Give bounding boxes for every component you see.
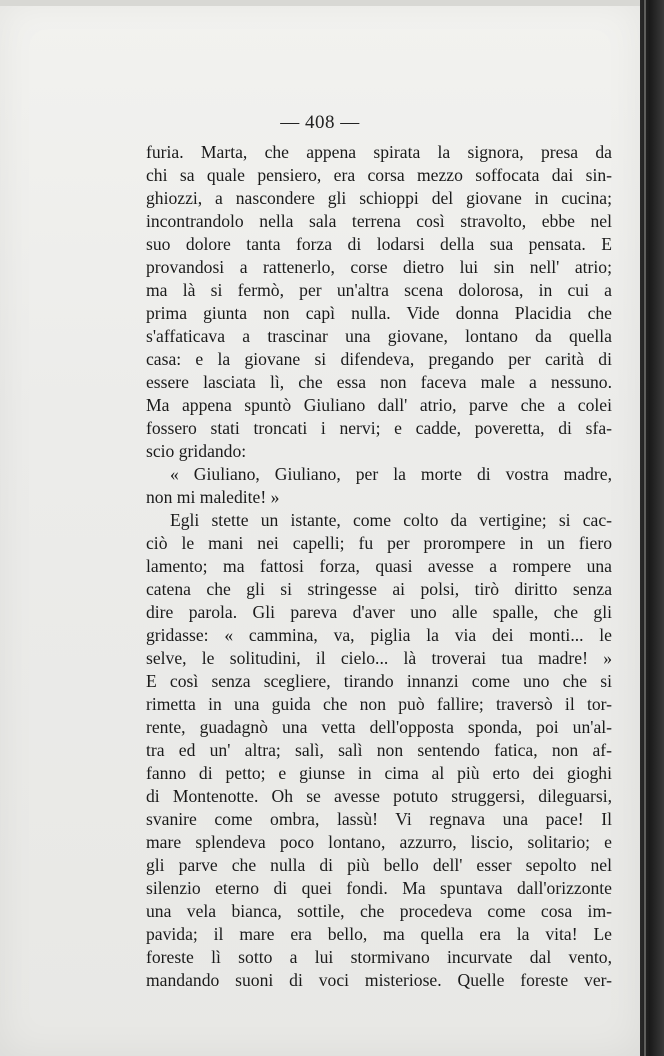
text-line: una vela bianca, sottile, che procedeva come cosa im-	[146, 901, 612, 921]
text-line: foreste lì sotto a lui stormivano incurvate dal vento,	[146, 947, 612, 967]
text-line: essere lasciata lì, che essa non faceva male a nessuno.	[146, 372, 612, 392]
page-number: — 408 —	[280, 112, 360, 133]
text-line: scio gridando:	[146, 441, 247, 461]
text-line: rente, guadagnò una vetta dell'opposta sponda, poi un'al-	[146, 717, 612, 737]
text-line: silenzio eterno di quei fondi. Ma spuntava dall'orizzonte	[146, 878, 612, 898]
text-line: lamento; ma fattosi forza, quasi avesse a rompere una	[146, 556, 612, 576]
text-line: ma là si fermò, per un'altra scena dolorosa, in cui a	[146, 280, 612, 300]
text-line: gli parve che nulla di più bello dell' esser sepolto nel	[146, 855, 612, 875]
text-line: s'affaticava a trascinar una giovane, lontano da quella	[146, 326, 612, 346]
text-line: svanire come ombra, lassù! Vi regnava una pace! Il	[146, 809, 612, 829]
text-line: prima giunta non capì nulla. Vide donna Placidia che	[146, 303, 612, 323]
text-line: di Montenotte. Oh se avesse potuto struggersi, dileguarsi,	[146, 786, 612, 806]
text-line: incontrandolo nella sala terrena così stravolto, ebbe nel	[146, 211, 612, 231]
text-line: furia. Marta, che appena spirata la signora, presa da	[146, 142, 612, 162]
text-line: E così senza scegliere, tirando innanzi come uno che si	[146, 671, 612, 691]
text-line: tra ed un' altra; salì, salì non sentendo fatica, non af-	[146, 740, 612, 760]
text-line: selve, le solitudini, il cielo... là troverai tua madre! »	[146, 648, 612, 668]
text-line: suo dolore tanta forza di lodarsi della sua pensata. E	[146, 234, 612, 254]
text-line: fossero stati troncati i nervi; e cadde, poveretta, di sfa-	[146, 418, 612, 438]
text-line: casa: e la giovane si difendeva, pregando per carità di	[146, 349, 612, 369]
text-line: fanno di petto; e giunse in cima al più erto dei gioghi	[146, 763, 612, 783]
text-line: « Giuliano, Giuliano, per la morte di vostra madre,	[170, 464, 612, 484]
text-line: Egli stette un istante, come colto da vertigine; si cac-	[170, 510, 612, 530]
text-line: non mi maledite! »	[146, 487, 280, 507]
book-edge	[640, 0, 664, 1056]
text-line: mandando suoni di voci misteriose. Quelle foreste ver-	[146, 970, 612, 990]
body-text	[146, 141, 612, 992]
text-line: Ma appena spuntò Giuliano dall' atrio, parve che a colei	[146, 395, 612, 415]
text-line: pavida; il mare era bello, ma quella era la vita! Le	[146, 924, 612, 944]
text-line: gridasse: « cammina, va, piglia la via dei monti... le	[146, 625, 612, 645]
text-line: ciò le mani nei capelli; fu per prorompere in un fiero	[146, 533, 612, 553]
text-line: rimetta in una guida che non può fallire; traversò il tor-	[146, 694, 612, 714]
text-line: mare splendeva poco lontano, azzurro, liscio, solitario; e	[146, 832, 612, 852]
text-line: dire parola. Gli pareva d'aver uno alle spalle, che gli	[146, 602, 612, 622]
text-line: catena che gli si stringesse ai polsi, tirò diritto senza	[146, 579, 612, 599]
text-line: chi sa quale pensiero, era corsa mezzo soffocata dai sin-	[146, 165, 612, 185]
text-line: ghiozzi, a nascondere gli schioppi del giovane in cucina;	[146, 188, 612, 208]
text-line: provandosi a rattenerlo, corse dietro lui sin nell' atrio;	[146, 257, 612, 277]
